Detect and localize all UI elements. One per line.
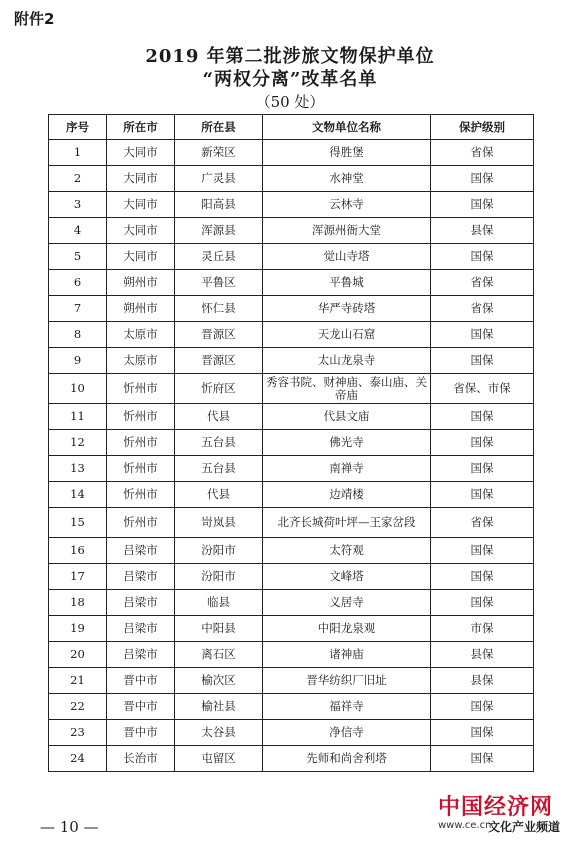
cell-index: 20: [49, 642, 107, 668]
cell-index: 17: [49, 564, 107, 590]
table-row: [49, 218, 534, 244]
cell-county: 怀仁县: [175, 296, 263, 322]
cell-protection-level: 省保: [431, 270, 534, 296]
cell-site-name: 天龙山石窟: [263, 322, 431, 348]
cell-index: 16: [49, 538, 107, 564]
cell-county: 临县: [175, 590, 263, 616]
cell-protection-level: 国保: [431, 720, 534, 746]
cell-county: 灵丘县: [175, 244, 263, 270]
cell-protection-level: 国保: [431, 564, 534, 590]
cell-city: 忻州市: [107, 456, 175, 482]
table-row: [49, 538, 534, 564]
cell-county: 新荣区: [175, 140, 263, 166]
cell-protection-level: 省保: [431, 140, 534, 166]
header-protection-level: 保护级别: [431, 115, 534, 140]
cell-city: 吕梁市: [107, 538, 175, 564]
cell-county: 代县: [175, 482, 263, 508]
cell-city: 大同市: [107, 192, 175, 218]
cell-index: 22: [49, 694, 107, 720]
table-row: [49, 140, 534, 166]
table-row: [49, 508, 534, 538]
cell-index: 2: [49, 166, 107, 192]
table-row: [49, 430, 534, 456]
table-row: [49, 166, 534, 192]
header-county: 所在县: [175, 115, 263, 140]
cell-index: 19: [49, 616, 107, 642]
table-row: [49, 270, 534, 296]
cell-city: 大同市: [107, 140, 175, 166]
table-row: [49, 642, 534, 668]
cell-protection-level: 市保: [431, 616, 534, 642]
table-row: [49, 482, 534, 508]
cell-city: 大同市: [107, 166, 175, 192]
cell-index: 9: [49, 348, 107, 374]
cell-index: 15: [49, 508, 107, 538]
cell-county: 离石区: [175, 642, 263, 668]
cell-city: 忻州市: [107, 404, 175, 430]
header-index: 序号: [49, 115, 107, 140]
cell-county: 榆次区: [175, 668, 263, 694]
cell-index: 6: [49, 270, 107, 296]
table-row: [49, 564, 534, 590]
cell-city: 忻州市: [107, 482, 175, 508]
cell-county: 五台县: [175, 430, 263, 456]
cell-site-name: 文峰塔: [263, 564, 431, 590]
cell-city: 忻州市: [107, 508, 175, 538]
cell-county: 汾阳市: [175, 564, 263, 590]
cell-county: 浑源县: [175, 218, 263, 244]
cell-index: 11: [49, 404, 107, 430]
table-row: [49, 348, 534, 374]
cell-protection-level: 国保: [431, 538, 534, 564]
cell-city: 晋中市: [107, 668, 175, 694]
count-label: （50 处）: [255, 93, 325, 111]
cell-site-name: 云林寺: [263, 192, 431, 218]
cell-city: 朔州市: [107, 296, 175, 322]
cell-city: 忻州市: [107, 374, 175, 404]
cell-county: 五台县: [175, 456, 263, 482]
table-row: [49, 456, 534, 482]
cell-city: 吕梁市: [107, 616, 175, 642]
cell-site-name: 浑源州衙大堂: [263, 218, 431, 244]
cell-protection-level: 国保: [431, 348, 534, 374]
cell-county: 忻府区: [175, 374, 263, 404]
cell-site-name: 晋华纺织厂旧址: [263, 668, 431, 694]
cell-site-name: 太符观: [263, 538, 431, 564]
cell-city: 吕梁市: [107, 642, 175, 668]
cell-index: 13: [49, 456, 107, 482]
table-row: [49, 296, 534, 322]
cell-protection-level: 国保: [431, 456, 534, 482]
cell-protection-level: 国保: [431, 166, 534, 192]
cell-site-name: 福祥寺: [263, 694, 431, 720]
cell-city: 朔州市: [107, 270, 175, 296]
cell-protection-level: 国保: [431, 430, 534, 456]
cell-site-name: 先师和尚舍利塔: [263, 746, 431, 772]
cell-protection-level: 县保: [431, 668, 534, 694]
cell-index: 3: [49, 192, 107, 218]
cell-site-name: 水神堂: [263, 166, 431, 192]
cell-protection-level: 国保: [431, 694, 534, 720]
cell-city: 吕梁市: [107, 564, 175, 590]
cell-site-name: 平鲁城: [263, 270, 431, 296]
cell-protection-level: 国保: [431, 482, 534, 508]
cell-city: 忻州市: [107, 430, 175, 456]
cell-index: 10: [49, 374, 107, 404]
cell-county: 晋源区: [175, 322, 263, 348]
table-row: [49, 192, 534, 218]
cell-index: 23: [49, 720, 107, 746]
cell-city: 大同市: [107, 218, 175, 244]
table-header-row: [49, 115, 534, 140]
heritage-table: [48, 114, 534, 772]
cell-city: 太原市: [107, 348, 175, 374]
cell-protection-level: 国保: [431, 404, 534, 430]
attachment-label: 附件2: [14, 10, 55, 28]
cell-protection-level: 县保: [431, 642, 534, 668]
cell-protection-level: 国保: [431, 746, 534, 772]
cell-site-name: 得胜堡: [263, 140, 431, 166]
cell-county: 汾阳市: [175, 538, 263, 564]
cell-site-name: 华严寺砖塔: [263, 296, 431, 322]
table-row: [49, 404, 534, 430]
cell-site-name: 边靖楼: [263, 482, 431, 508]
cell-city: 太原市: [107, 322, 175, 348]
table-row: [49, 616, 534, 642]
cell-county: 太谷县: [175, 720, 263, 746]
page-number: — 10 —: [40, 818, 99, 836]
cell-site-name: 诸神庙: [263, 642, 431, 668]
cell-index: 7: [49, 296, 107, 322]
table-row: [49, 746, 534, 772]
header-site-name: 文物单位名称: [263, 115, 431, 140]
cell-index: 18: [49, 590, 107, 616]
cell-site-name: 净信寺: [263, 720, 431, 746]
cell-city: 晋中市: [107, 720, 175, 746]
table-row: [49, 374, 534, 404]
page-subtitle: “两权分离”改革名单: [202, 69, 378, 90]
cell-county: 广灵县: [175, 166, 263, 192]
cell-county: 阳高县: [175, 192, 263, 218]
cell-site-name: 南禅寺: [263, 456, 431, 482]
cell-index: 1: [49, 140, 107, 166]
cell-site-name: 秀容书院、财神庙、泰山庙、关帝庙: [263, 374, 431, 404]
cell-city: 晋中市: [107, 694, 175, 720]
page-title: 2019 年第二批涉旅文物保护单位: [145, 46, 435, 67]
cell-county: 岢岚县: [175, 508, 263, 538]
cell-site-name: 北齐长城荷叶坪—王家岔段: [263, 508, 431, 538]
cell-protection-level: 国保: [431, 322, 534, 348]
table-row: [49, 720, 534, 746]
cell-city: 大同市: [107, 244, 175, 270]
cell-city: 长治市: [107, 746, 175, 772]
cell-protection-level: 省保、市保: [431, 374, 534, 404]
cell-index: 5: [49, 244, 107, 270]
cell-protection-level: 国保: [431, 192, 534, 218]
cell-site-name: 代县文庙: [263, 404, 431, 430]
cell-protection-level: 县保: [431, 218, 534, 244]
cell-site-name: 太山龙泉寺: [263, 348, 431, 374]
cell-index: 21: [49, 668, 107, 694]
cell-county: 平鲁区: [175, 270, 263, 296]
cell-site-name: 义居寺: [263, 590, 431, 616]
cell-protection-level: 国保: [431, 590, 534, 616]
cell-index: 4: [49, 218, 107, 244]
watermark-site: www.ce.cn: [438, 820, 492, 831]
cell-protection-level: 省保: [431, 508, 534, 538]
header-city: 所在市: [107, 115, 175, 140]
table-row: [49, 590, 534, 616]
watermark-logo: 中国经济网: [438, 795, 554, 820]
cell-city: 吕梁市: [107, 590, 175, 616]
cell-site-name: 佛光寺: [263, 430, 431, 456]
cell-county: 中阳县: [175, 616, 263, 642]
cell-index: 12: [49, 430, 107, 456]
cell-protection-level: 国保: [431, 244, 534, 270]
table-row: [49, 668, 534, 694]
watermark-channel: 文化产业频道: [488, 820, 561, 834]
cell-county: 屯留区: [175, 746, 263, 772]
cell-protection-level: 省保: [431, 296, 534, 322]
cell-county: 榆社县: [175, 694, 263, 720]
cell-county: 晋源区: [175, 348, 263, 374]
cell-index: 8: [49, 322, 107, 348]
table-row: [49, 244, 534, 270]
cell-index: 24: [49, 746, 107, 772]
cell-index: 14: [49, 482, 107, 508]
cell-county: 代县: [175, 404, 263, 430]
cell-site-name: 中阳龙泉观: [263, 616, 431, 642]
table-row: [49, 322, 534, 348]
cell-site-name: 觉山寺塔: [263, 244, 431, 270]
table-row: [49, 694, 534, 720]
